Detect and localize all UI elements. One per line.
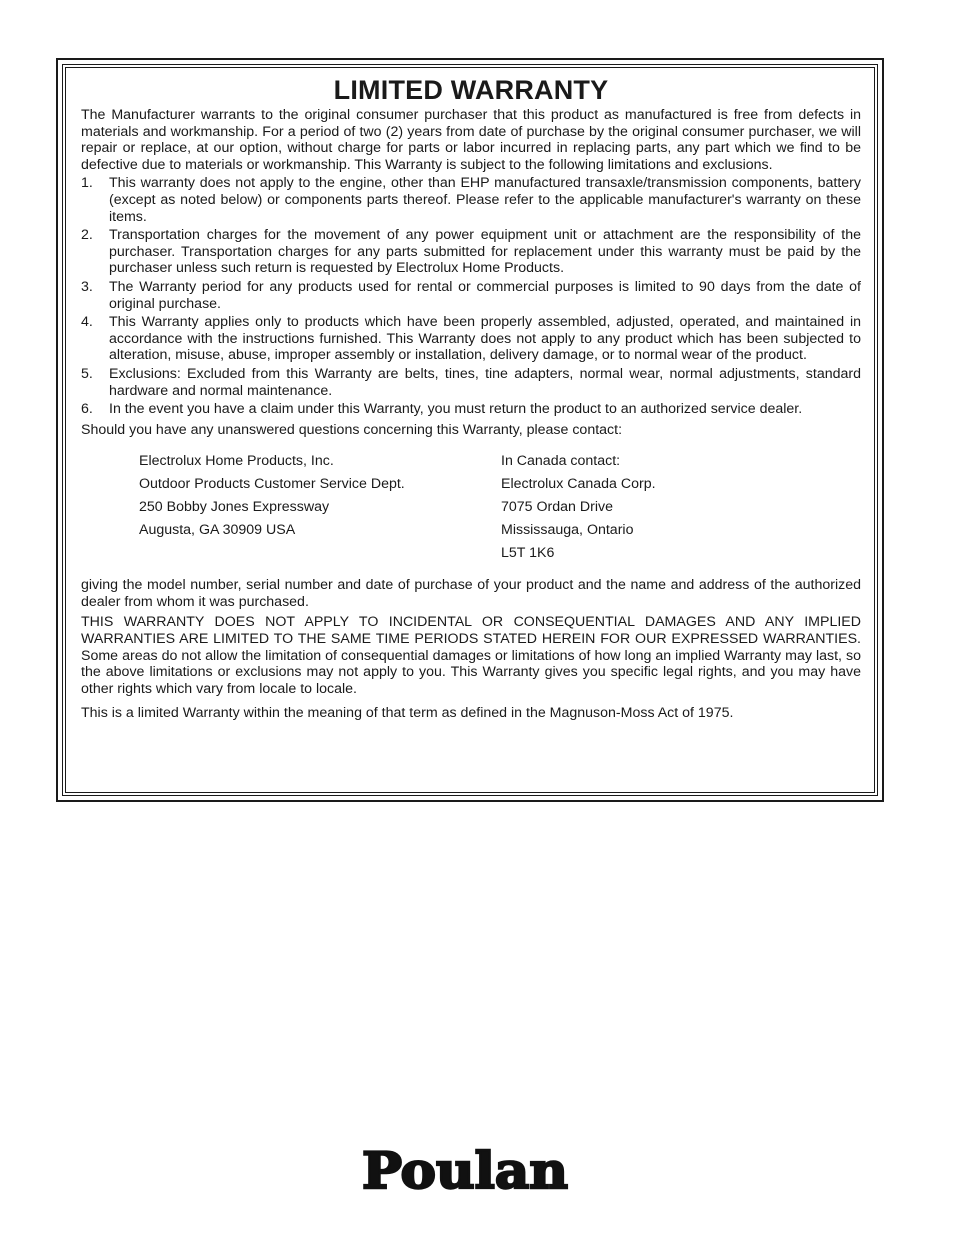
magnuson-moss-statement: This is a limited Warranty within the meaning of that term as defined in the Magnuson-Moss Act of 1975. <box>81 705 734 722</box>
canada-contact-line: Electrolux Canada Corp. <box>501 476 656 493</box>
warranty-box <box>56 58 884 802</box>
condition-text: Transportation charges for the movement of any power equipment unit or attachment are the responsibility of the purchaser. Transportation charges for any parts submitted for replacement under this warranty must be paid by the purchaser unless such return is requested by Electrolux Home Products. <box>109 227 861 277</box>
canada-contact-line: L5T 1K6 <box>501 545 555 562</box>
warranty-intro: The Manufacturer warrants to the original consumer purchaser that this product as manufactured is free from defects in materials and workmanship. For a period of two (2) years from date of purchase by the original consumer purchaser, we will repair or replace, at our option, without charge for parts or labor incurred in replacing parts, any part which we find to be defective due to materials or workmanship. This Warranty is subject to the following limitations and exclusions. <box>81 107 861 173</box>
canada-contact-line: Mississauga, Ontario <box>501 522 634 539</box>
condition-text: In the event you have a claim under this Warranty, you must return the product to an authorized service dealer. <box>109 401 803 418</box>
warranty-disclaimer: THIS WARRANTY DOES NOT APPLY TO INCIDENTAL OR CONSEQUENTIAL DAMAGES AND ANY IMPLIED WARRANTIES ARE LIMITED TO THE SAME TIME PERIODS STATED HEREIN FOR OUR EXPRESSED WARRANTIES. Some areas do not allow the limitation of consequential damages or limitations of how long an implied Warranty may last, so the above limitations or exclusions may not apply to you. This Warranty gives you specific legal rights, and you may have other rights which vary from locale to locale. <box>81 614 861 697</box>
warranty-title: LIMITED WARRANTY <box>333 75 609 105</box>
condition-text: This Warranty applies only to products which have been properly assembled, adjusted, operated, and maintained in accordance with the instructions furnished. This Warranty does not apply to any product which has been subjected to alteration, misuse, abuse, improper assembly or installation, delivery damage, or to normal wear of the product. <box>109 314 861 364</box>
us-contact-line: Outdoor Products Customer Service Dept. <box>139 476 405 493</box>
canada-contact-address <box>501 450 656 565</box>
us-contact-line: 250 Bobby Jones Expressway <box>139 499 330 516</box>
condition-number: 2. <box>81 227 93 244</box>
condition-number: 4. <box>81 314 93 331</box>
condition-number: 3. <box>81 278 93 295</box>
condition-number: 1. <box>81 175 93 192</box>
us-contact-line: Augusta, GA 30909 USA <box>139 522 296 539</box>
contact-addresses <box>81 450 861 565</box>
condition-item <box>81 401 861 418</box>
condition-item <box>81 175 861 225</box>
poulan-logo-wordmark: Poulan <box>362 1142 568 1196</box>
contact-lead: Should you have any unanswered questions concerning this Warranty, please contact: <box>81 421 623 438</box>
condition-item <box>81 366 861 399</box>
warranty-content <box>81 75 861 722</box>
warranty-conditions-list <box>81 175 861 417</box>
condition-number: 6. <box>81 401 93 418</box>
condition-item <box>81 314 861 364</box>
canada-contact-line: 7075 Ordan Drive <box>501 499 613 516</box>
giving-instructions: giving the model number, serial number and date of purchase of your product and the name and address of the authorized dealer from whom it was purchased. <box>81 577 861 610</box>
us-contact-line: Electrolux Home Products, Inc. <box>139 453 334 470</box>
condition-text: Exclusions: Excluded from this Warranty are belts, tines, tine adapters, normal wear, normal adjustments, standard hardware and normal maintenance. <box>109 365 861 399</box>
canada-contact-line: In Canada contact: <box>501 453 621 470</box>
condition-item <box>81 279 861 312</box>
condition-text: This warranty does not apply to the engine, other than EHP manufactured transaxle/transmission components, battery (except as noted below) or components parts thereof. Please refer to the applicable manufacturer's warranty on these items. <box>109 175 861 225</box>
condition-item <box>81 227 861 277</box>
us-contact-address <box>139 450 501 565</box>
warranty-frame <box>62 64 878 796</box>
poulan-logo <box>360 1142 572 1196</box>
condition-text: The Warranty period for any products used for rental or commercial purposes is limited to 90 days from the date of original purchase. <box>109 278 861 312</box>
condition-number: 5. <box>81 365 93 382</box>
